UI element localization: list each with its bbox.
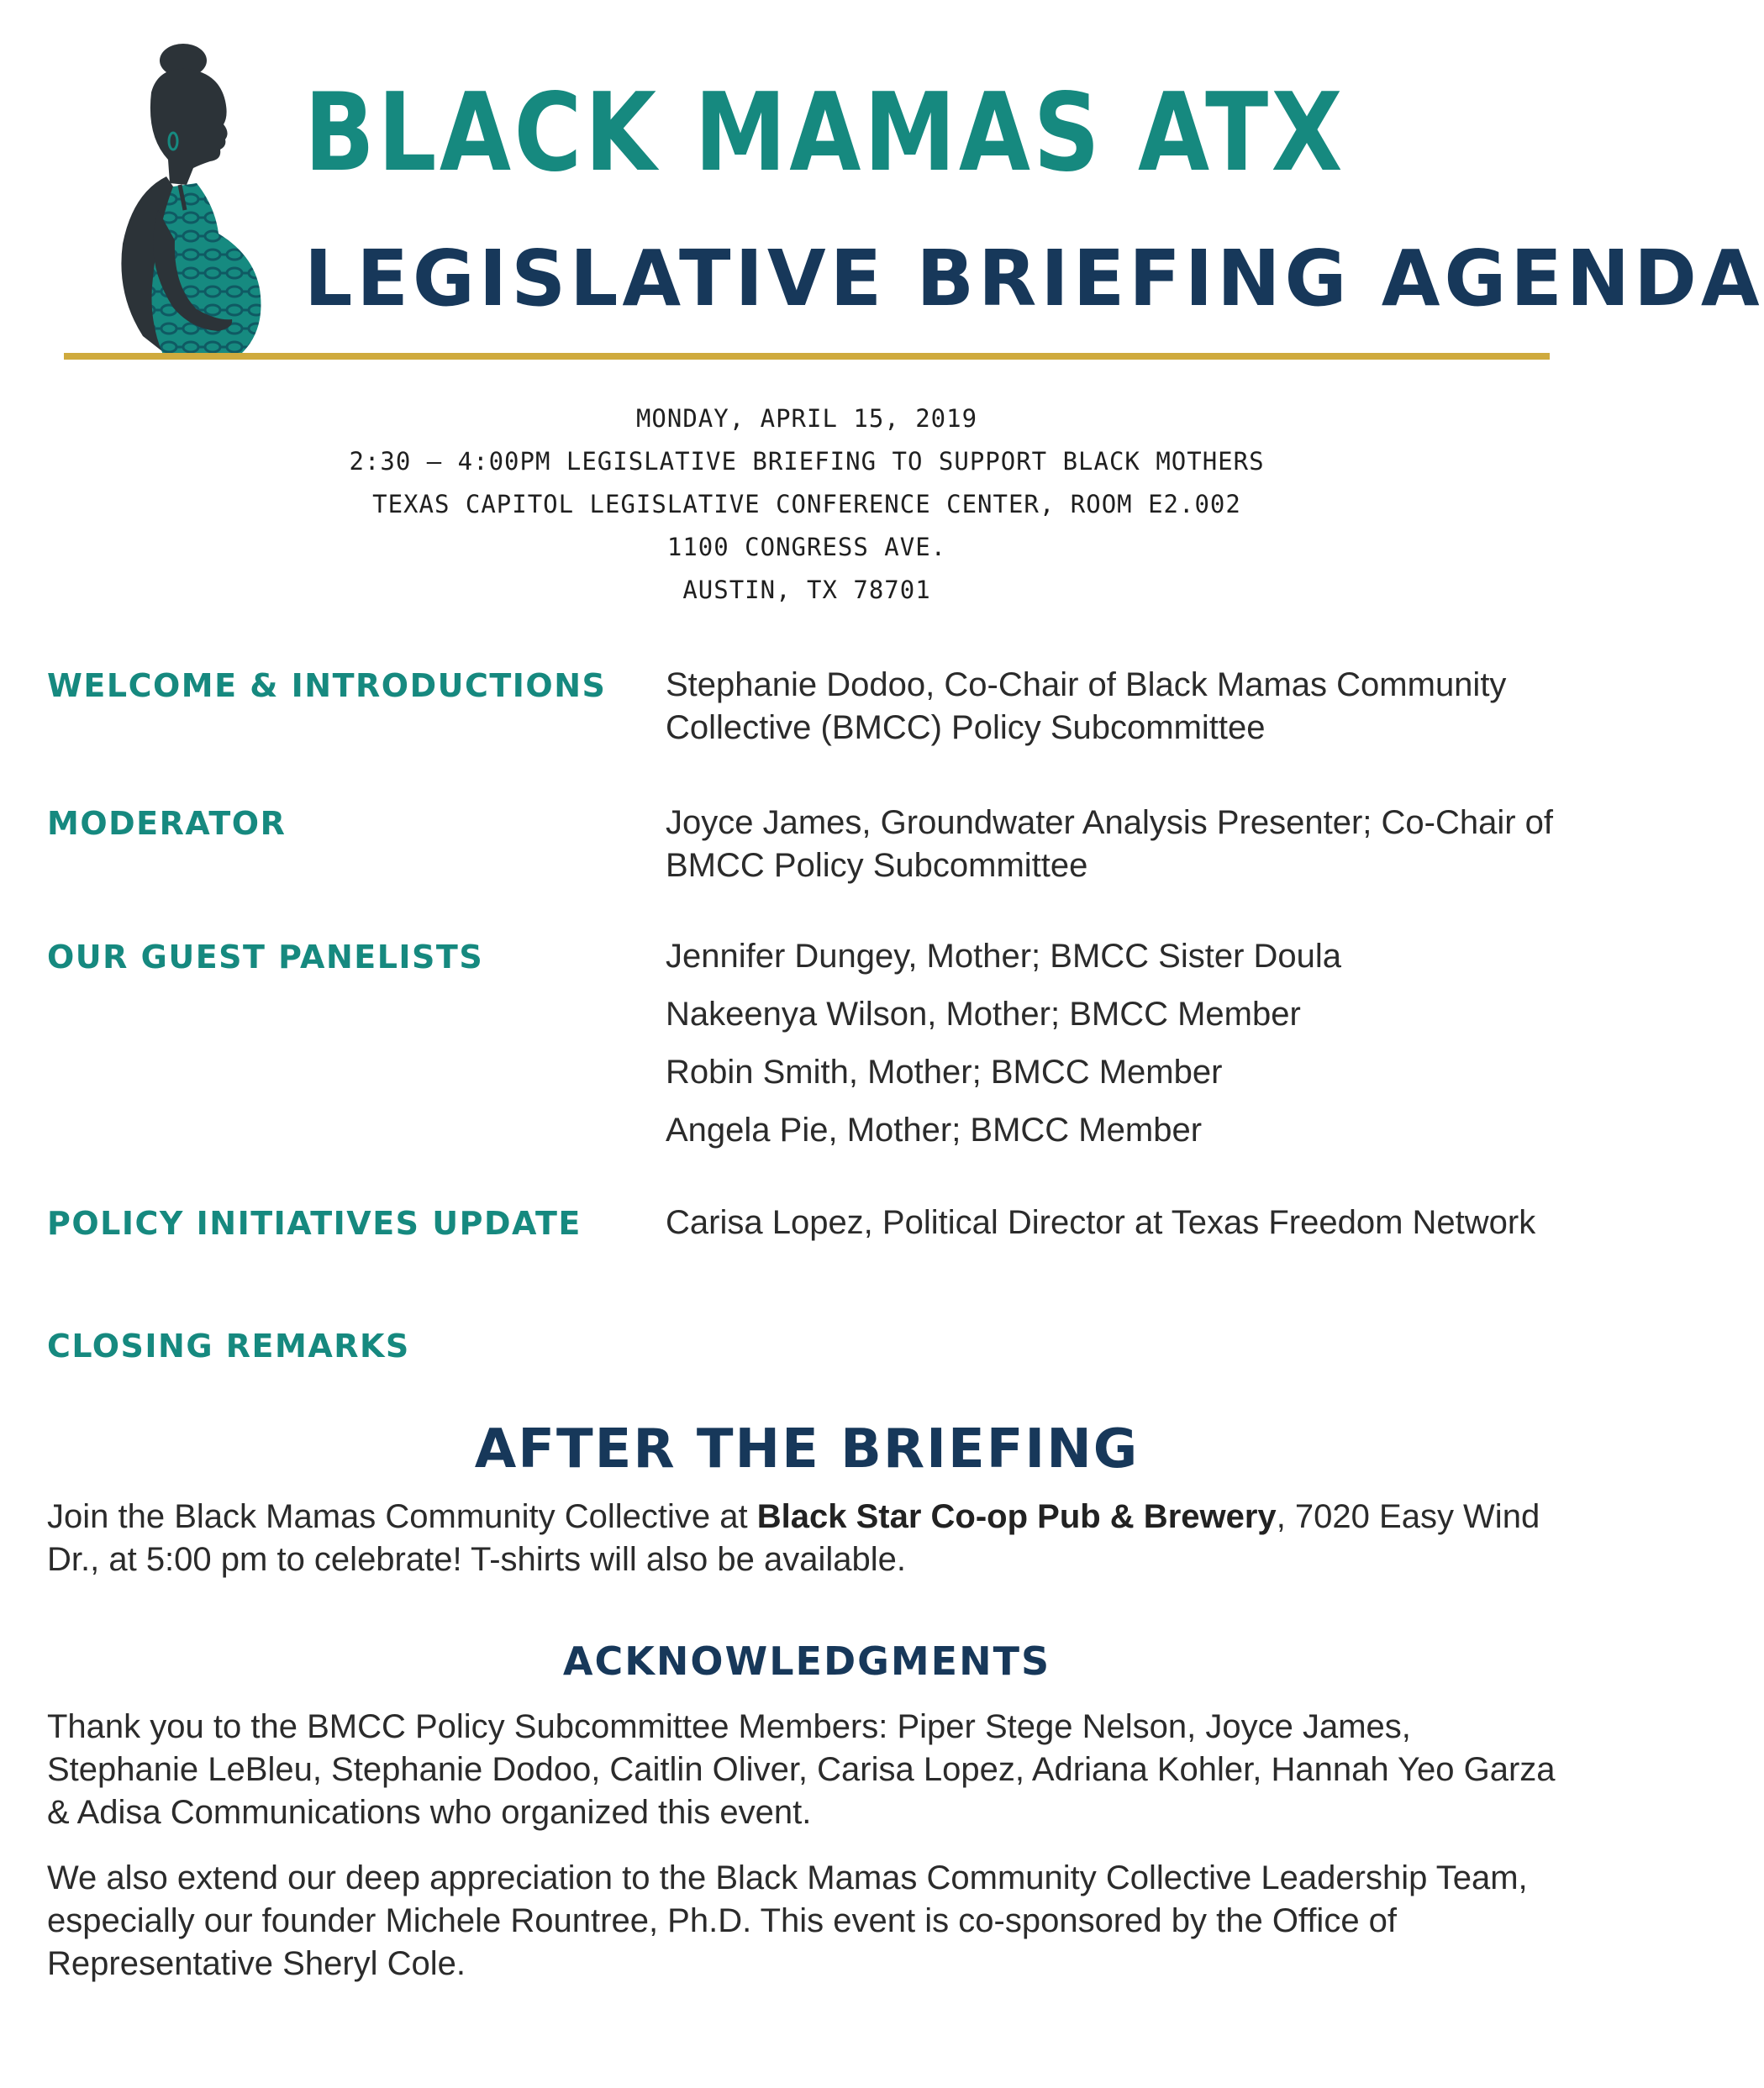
after-briefing-heading: AFTER THE BRIEFING: [474, 1418, 1140, 1481]
agenda-speakers: [666, 802, 1590, 887]
agenda-label: CLOSING REMARKS: [47, 1328, 410, 1365]
header-divider: [64, 353, 1550, 360]
event-details: [0, 397, 1614, 612]
speaker: Angela Pie, Mother; BMCC Member: [666, 1112, 1203, 1149]
agenda-label: POLICY INITIATIVES UPDATE: [47, 1205, 582, 1242]
speaker: Nakeenya Wilson, Mother; BMCC Member: [666, 996, 1301, 1033]
event-time-title: 2:30 – 4:00PM LEGISLATIVE BRIEFING TO SUPPORT BLACK MOTHERS: [349, 447, 1265, 476]
after-briefing-text: [47, 1496, 1568, 1581]
speaker: Joyce James, Groundwater Analysis Presenter; Co-Chair of BMCC Policy Subcommittee: [666, 804, 1553, 884]
venue-name: Black Star Co-op Pub & Brewery: [756, 1498, 1277, 1535]
after-text-before: Join the Black Mamas Community Collective at: [47, 1498, 757, 1535]
after-text-after: , 7020 Easy Wind Dr., at 5:00 pm to celebrate! T-shirts will also be available.: [47, 1498, 1540, 1578]
speaker: Stephanie Dodoo, Co-Chair of Black Mamas Community Collective (BMCC) Policy Subcommittee: [666, 666, 1507, 746]
acknowledgments-heading: ACKNOWLEDGMENTS: [562, 1638, 1051, 1684]
page-title: BLACK MAMAS ATX: [304, 71, 1345, 196]
acknowledgments-paragraph-2: We also extend our deep appreciation to the Black Mamas Community Collective Leadership Team, especially our founder Michele Rountree, Ph.D. This event is co-sponsored by the Office of Representative Sheryl Cole.: [47, 1859, 1528, 1982]
agenda-label: MODERATOR: [47, 805, 287, 842]
agenda-speakers: [666, 935, 1590, 1167]
speaker: Jennifer Dungey, Mother; BMCC Sister Doula: [666, 938, 1342, 975]
event-city: AUSTIN, TX 78701: [682, 576, 931, 604]
acknowledgments-paragraph-1: Thank you to the BMCC Policy Subcommittee Members: Piper Stege Nelson, Joyce James, Stephanie LeBleu, Stephanie Dodoo, Caitlin Oliver, Carisa Lopez, Adriana Kohler, Hannah Yeo Garza & Adisa Communications who organized this event.: [47, 1708, 1556, 1831]
pregnant-woman-silhouette-icon: [92, 42, 311, 357]
page-subtitle: LEGISLATIVE BRIEFING AGENDA: [304, 234, 1764, 323]
event-date: MONDAY, APRIL 15, 2019: [635, 404, 978, 433]
agenda-speakers: [666, 1202, 1590, 1244]
speaker: Carisa Lopez, Political Director at Texas Freedom Network: [666, 1204, 1536, 1241]
agenda-label: WELCOME & INTRODUCTIONS: [47, 667, 607, 704]
speaker: Robin Smith, Mother; BMCC Member: [666, 1054, 1223, 1091]
event-street: 1100 CONGRESS AVE.: [666, 533, 947, 561]
event-venue: TEXAS CAPITOL LEGISLATIVE CONFERENCE CENTER, ROOM E2.002: [372, 490, 1241, 518]
agenda-speakers: [666, 664, 1590, 749]
agenda-label: OUR GUEST PANELISTS: [47, 939, 484, 976]
